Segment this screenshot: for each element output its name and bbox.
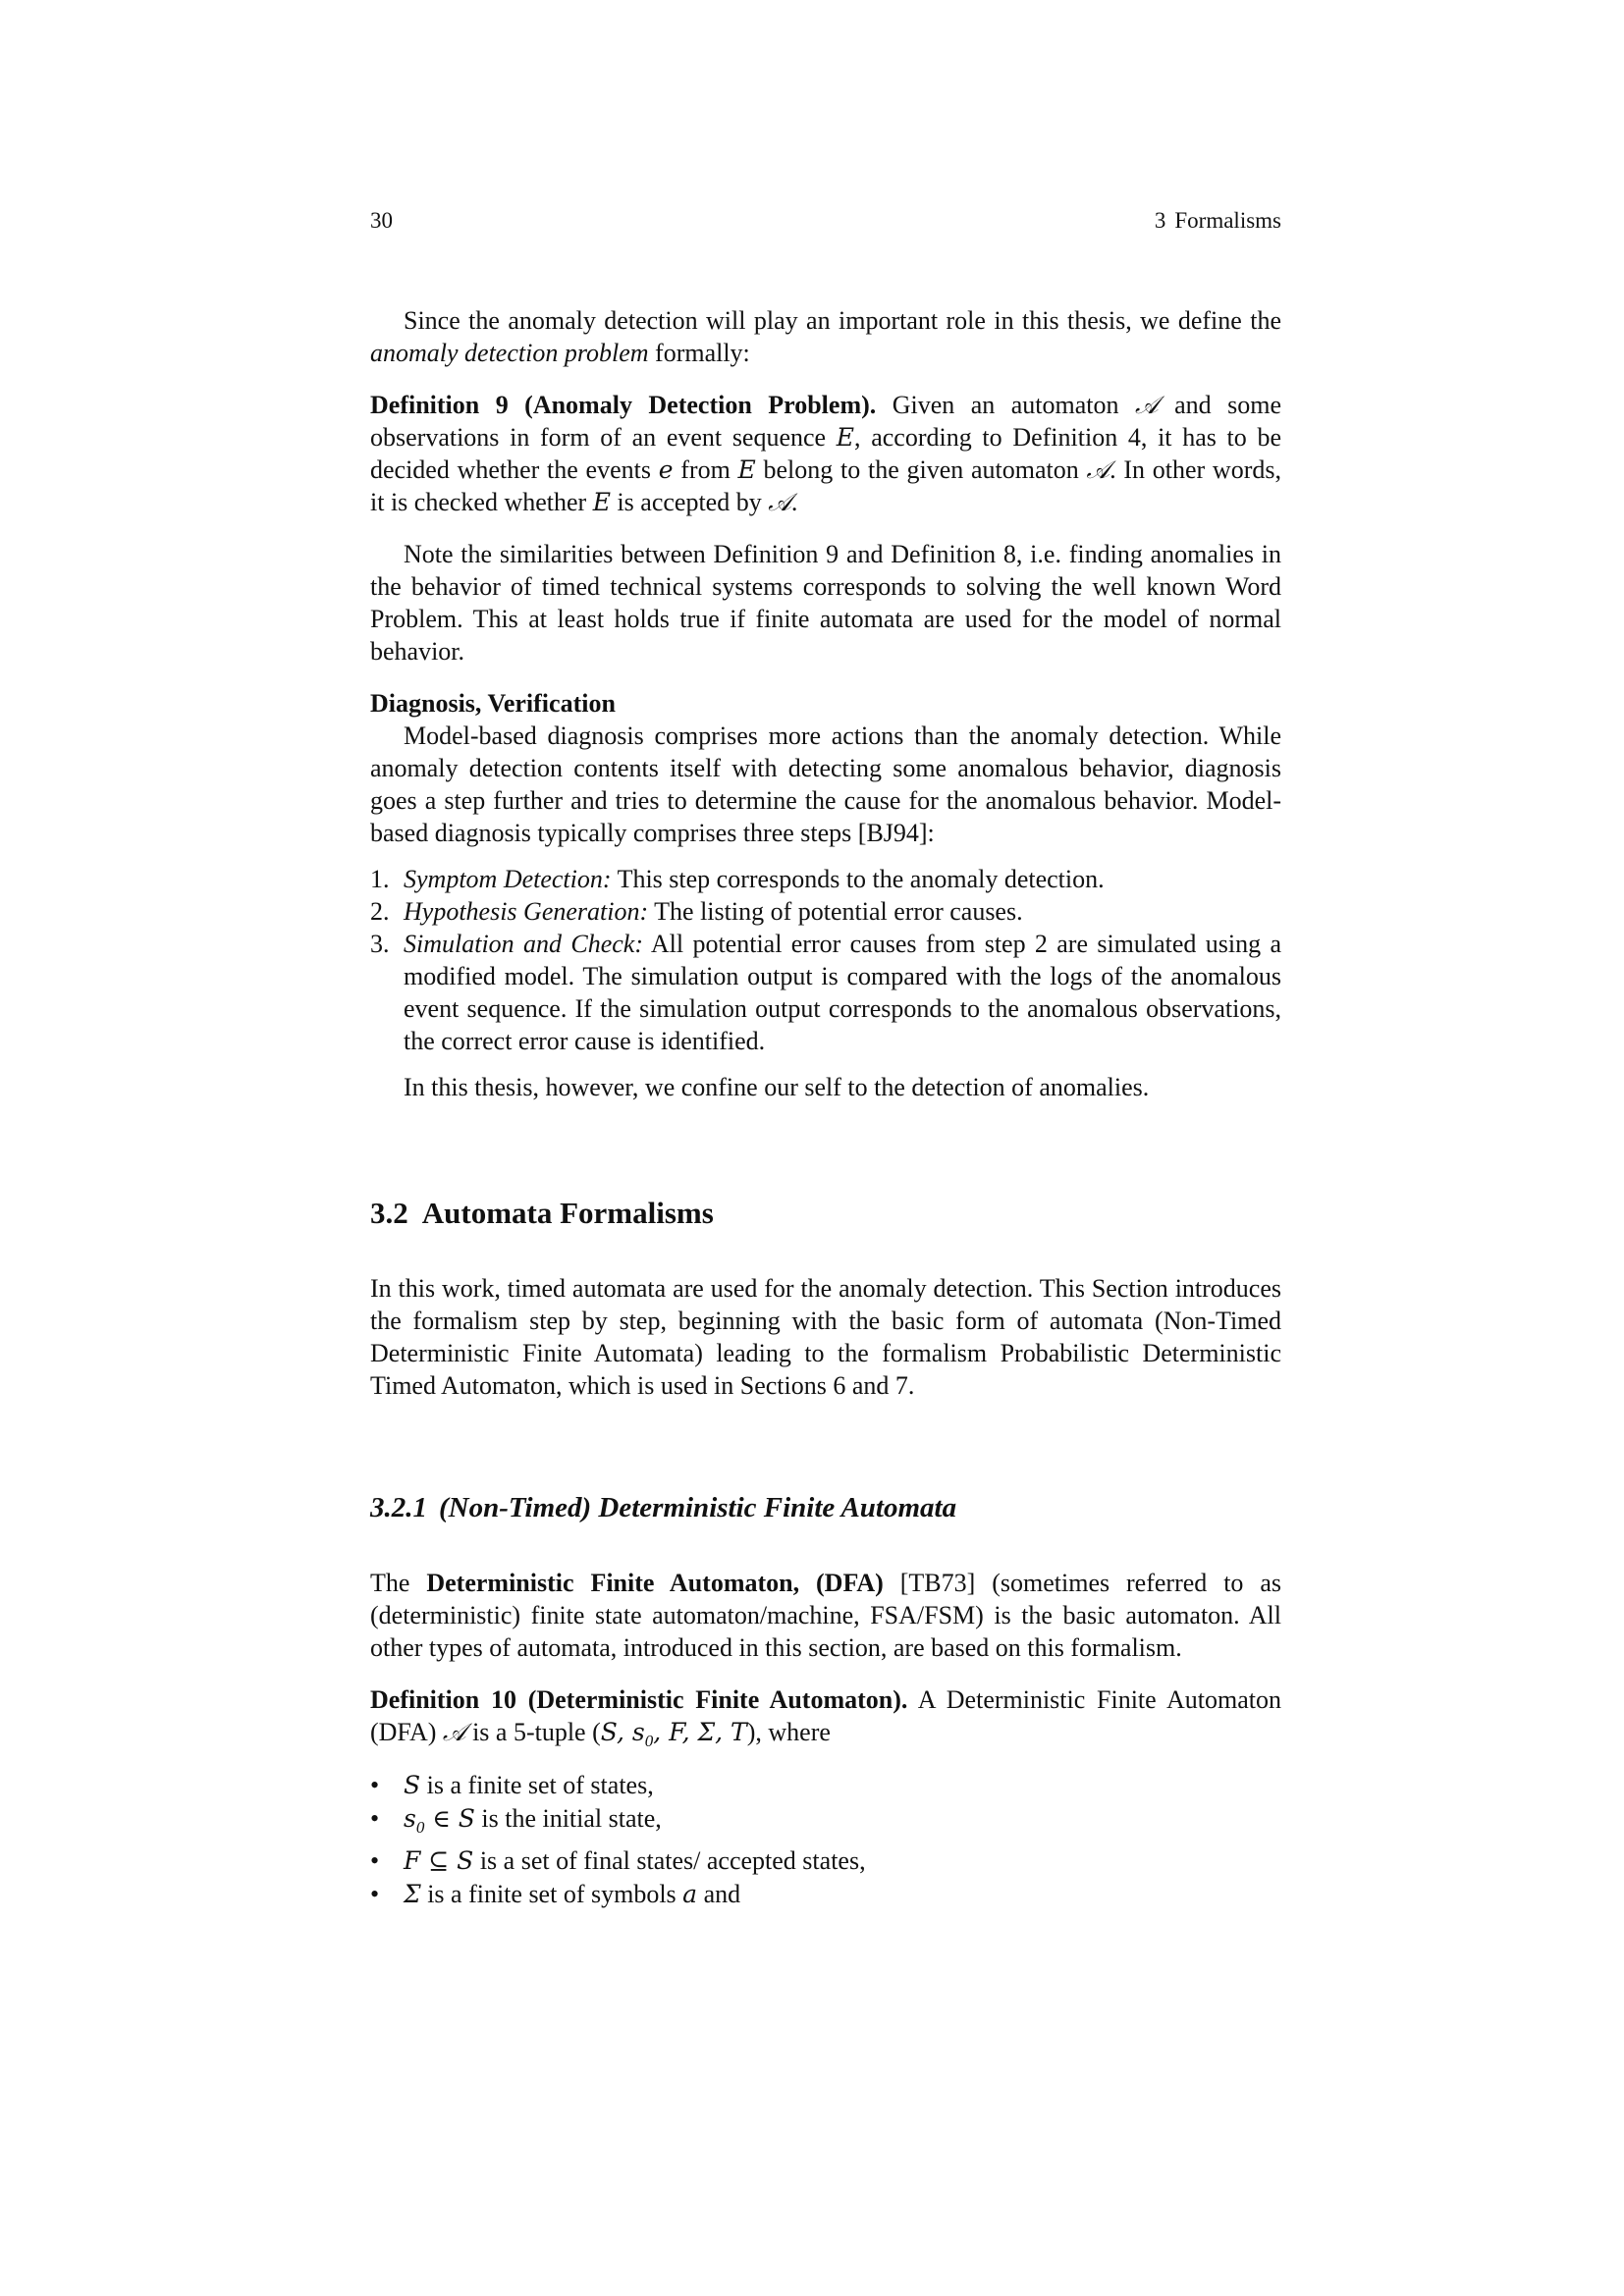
subsection-heading: 3.2.1 (Non-Timed) Deterministic Finite Automata bbox=[370, 1492, 957, 1523]
diagnosis-paragraph: Model-based diagnosis comprises more actions than the anomaly detection. While anomaly detection contents itself with detecting some anomalous behavior, diagnosis goes a step further and tries to determine the cause for the anomalous behavior. Model-based diagnosis typically comprises three steps [BJ94]: bbox=[370, 721, 1281, 847]
subsection-paragraph: The Deterministic Finite Automaton, (DFA) [TB73] (sometimes referred to as (deterministic) finite state automaton/machine, FSA/FSM) is the basic automaton. All other types of automata, introduced in this section, are based on this formalism. bbox=[370, 1569, 1282, 1662]
list-item: 3. Simulation and Check: All potential error causes from step 2 are simulated using a modified model. The simulation output is compared with the logs of the anomalous event sequence. If the simulation output corresponds to the anomalous observations, the correct error cause is identified. bbox=[370, 930, 1281, 1055]
chapter-title: Formalisms bbox=[1174, 208, 1281, 233]
list-item: • Σ is a finite set of symbols a and bbox=[370, 1880, 741, 1908]
definition-9: Definition 9 (Anomaly Detection Problem). Given an automaton 𝒜 and some observations in form of an event sequence E, according to Definition 4, it has to be decided whether the events e from E belong to the given automaton 𝒜. In other words, it is checked whether E is accepted by 𝒜. bbox=[370, 391, 1281, 516]
dfa-components-list bbox=[370, 1769, 1281, 1911]
section-heading: 3.2 Automata Formalisms bbox=[370, 1196, 714, 1230]
intro-paragraph: Since the anomaly detection will play an important role in this thesis, we define the anomaly detection problem formally: bbox=[370, 306, 1281, 367]
section-paragraph: In this work, timed automata are used for the anomaly detection. This Section introduces the formalism step by step, beginning with the basic form of automata (Non-Timed Deterministic Finite Automata) leading to the formalism Probabilistic Deterministic Timed Automaton, which is used in Sections 6 and 7. bbox=[370, 1274, 1281, 1400]
note-paragraph: Note the similarities between Definition 9 and Definition 8, i.e. finding anomalies in the behavior of timed technical systems corresponds to solving the well known Word Problem. This at least holds true if finite automata are used for the model of normal behavior. bbox=[370, 540, 1281, 666]
page-content bbox=[370, 206, 1281, 1911]
diagnosis-heading: Diagnosis, Verification bbox=[370, 689, 616, 718]
list-item: • S is a finite set of states, bbox=[370, 1771, 654, 1799]
definition-9-heading: Definition 9 (Anomaly Detection Problem). bbox=[370, 391, 877, 419]
running-head bbox=[370, 206, 1281, 236]
closing-paragraph: In this thesis, however, we confine our self to the detection of anomalies. bbox=[404, 1073, 1150, 1101]
chapter-number: 3 bbox=[1154, 208, 1166, 233]
page-number: 30 bbox=[370, 208, 393, 233]
list-item: • $s_0$ ∈ S is the initial state, bbox=[370, 1804, 662, 1837]
chapter-header bbox=[1155, 206, 1281, 236]
list-item: 1. Symptom Detection: This step corresponds to the anomaly detection. bbox=[370, 865, 1105, 893]
list-item: • F ⊆ S is a set of final states/ accepted states, bbox=[370, 1846, 866, 1875]
list-item: 2. Hypothesis Generation: The listing of potential error causes. bbox=[370, 897, 1023, 926]
definition-10: Definition 10 (Deterministic Finite Automaton). A Deterministic Finite Automaton (DFA) 𝒜 is a 5-tuple (S, $s_0$, F, Σ, T), where bbox=[370, 1685, 1281, 1750]
definition-10-heading: Definition 10 (Deterministic Finite Automaton). bbox=[370, 1685, 908, 1714]
diagnosis-steps-list bbox=[370, 863, 1281, 1057]
